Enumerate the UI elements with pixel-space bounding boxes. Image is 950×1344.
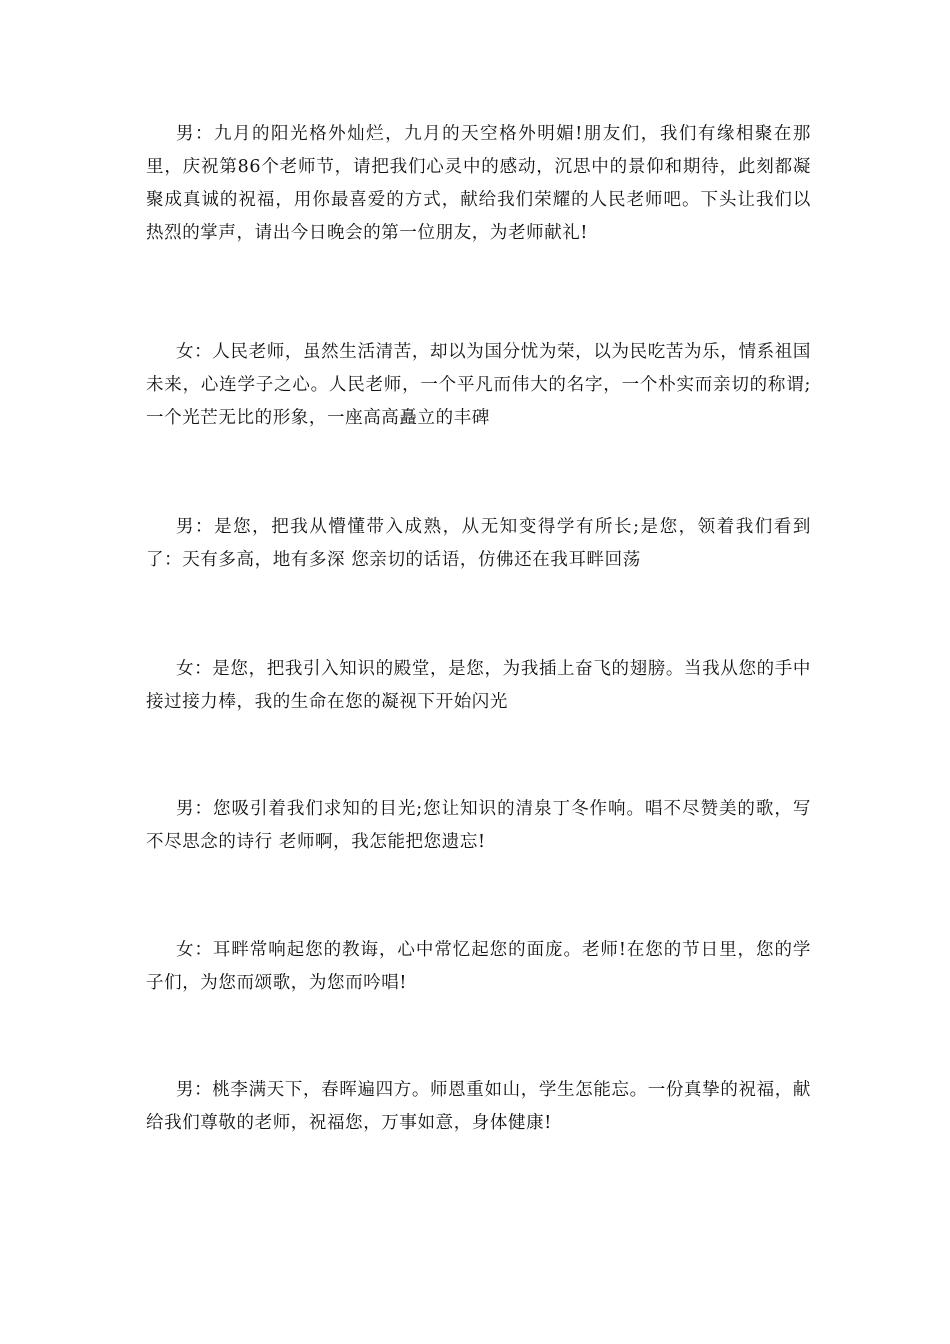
paragraph-male-3: 男：您吸引着我们求知的目光;您让知识的清泉丁冬作响。唱不尽赞美的歌，写不尽思念的诗行 老师啊，我怎能把您遗忘! [146, 799, 811, 852]
paragraph-female-1: 女：人民老师，虽然生活清苦，却以为国分忧为荣，以为民吃苦为乐，情系祖国未来，心连学子之心。人民老师，一个平凡而伟大的名字，一个朴实而亲切的称谓;一个光芒无比的形象，一座高高矗立的丰碑 [146, 342, 811, 428]
paragraph-male-4: 男：桃李满天下，春晖遍四方。师恩重如山，学生怎能忘。一份真挚的祝福，献给我们尊敬的老师，祝福您，万事如意，身体健康! [146, 1080, 811, 1133]
paragraph-male-2: 男：是您，把我从懵懂带入成熟，从无知变得学有所长;是您，领着我们看到了：天有多高，地有多深 您亲切的话语，仿佛还在我耳畔回荡 [146, 517, 811, 570]
paragraph-female-3: 女：耳畔常响起您的教诲，心中常忆起您的面庞。老师!在您的节日里，您的学子们，为您而颂歌，为您而吟唱! [146, 940, 811, 993]
paragraph-female-2: 女：是您，把我引入知识的殿堂，是您，为我插上奋飞的翅膀。当我从您的手中接过接力棒，我的生命在您的凝视下开始闪光 [146, 659, 811, 712]
paragraph-male-1: 男：九月的阳光格外灿烂，九月的天空格外明媚!朋友们，我们有缘相聚在那里，庆祝第86个老师节，请把我们心灵中的感动，沉思中的景仰和期待，此刻都凝聚成真诚的祝福，用你最喜爱的方式，献给我们荣耀的人民老师吧。下头让我们以热烈的掌声，请出今日晚会的第一位朋友，为老师献礼! [146, 124, 811, 243]
